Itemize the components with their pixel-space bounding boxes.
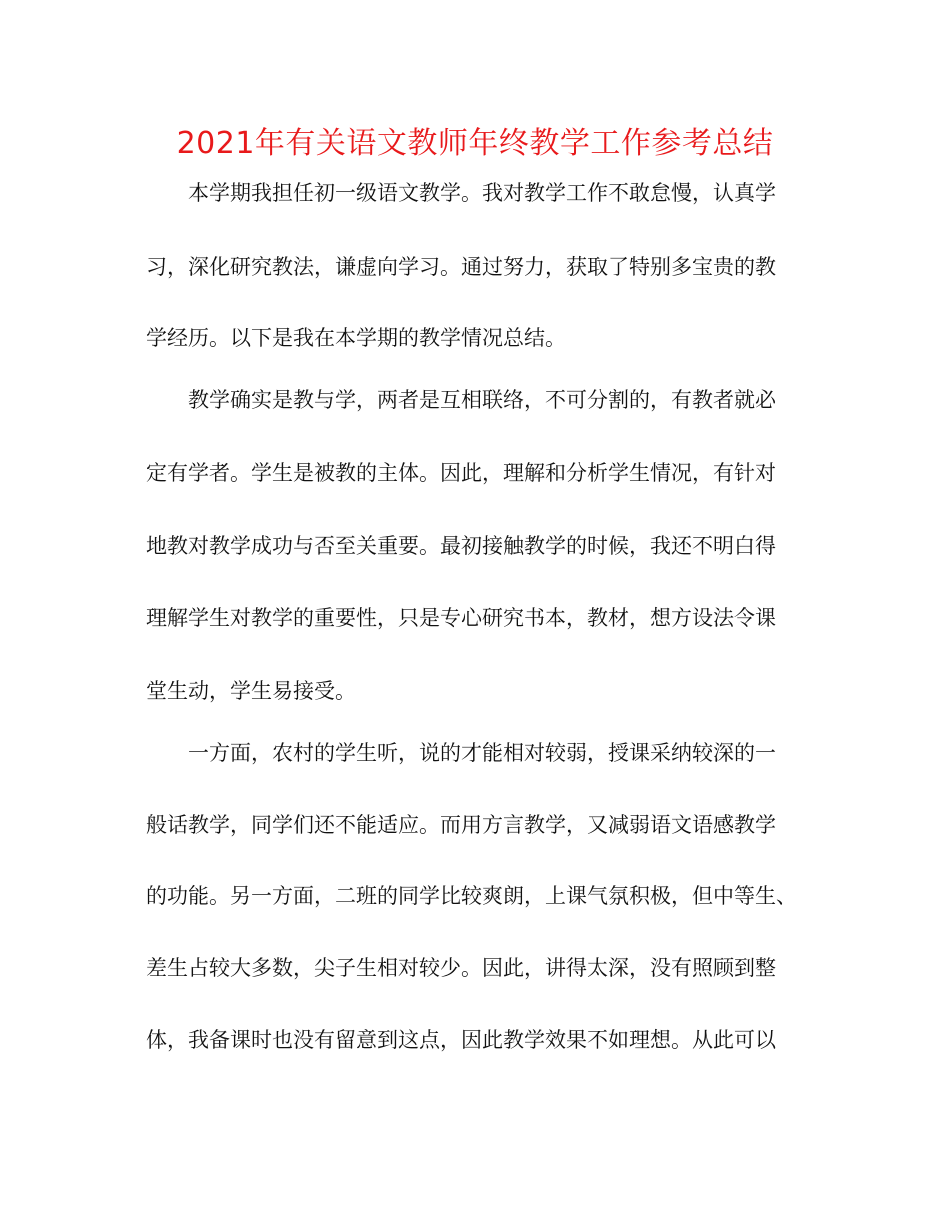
paragraph-3-line-3: 的功能。另一方面，二班的同学比较爽朗，上课气氛积极，但中等生、 (146, 884, 797, 908)
paragraph-2-line-4: 理解学生对教学的重要性，只是专心研究书本，教材，想方设法令课 (146, 606, 776, 630)
paragraph-2-line-2: 定有学者。学生是被教的主体。因此，理解和分析学生情况，有针对 (146, 461, 776, 485)
paragraph-1-line-2: 习，深化研究教法，谦虚向学习。通过努力，获取了特别多宝贵的教 (146, 255, 776, 279)
document-title: 2021年有关语文教师年终教学工作参考总结 (176, 126, 774, 161)
paragraph-3-line-5: 体，我备课时也没有留意到这点，因此教学效果不如理想。从此可以 (146, 1028, 776, 1052)
paragraph-3-line-2: 般话教学，同学们还不能适应。而用方言教学，又减弱语文语感教学 (146, 813, 776, 837)
paragraph-3-line-1: 一方面，农村的学生听，说的才能相对较弱，授课采纳较深的一 (188, 741, 776, 765)
paragraph-3-line-4: 差生占较大多数，尖子生相对较少。因此，讲得太深，没有照顾到整 (146, 956, 776, 980)
paragraph-1-line-3: 学经历。以下是我在本学期的教学情况总结。 (146, 326, 566, 350)
paragraph-2-line-3: 地教对教学成功与否至关重要。最初接触教学的时候，我还不明白得 (146, 534, 776, 558)
paragraph-1-line-1: 本学期我担任初一级语文教学。我对教学工作不敢怠慢，认真学 (188, 181, 776, 205)
paragraph-2-line-1: 教学确实是教与学，两者是互相联络，不可分割的，有教者就必 (188, 388, 776, 412)
paragraph-2-line-5: 堂生动，学生易接受。 (146, 679, 356, 703)
